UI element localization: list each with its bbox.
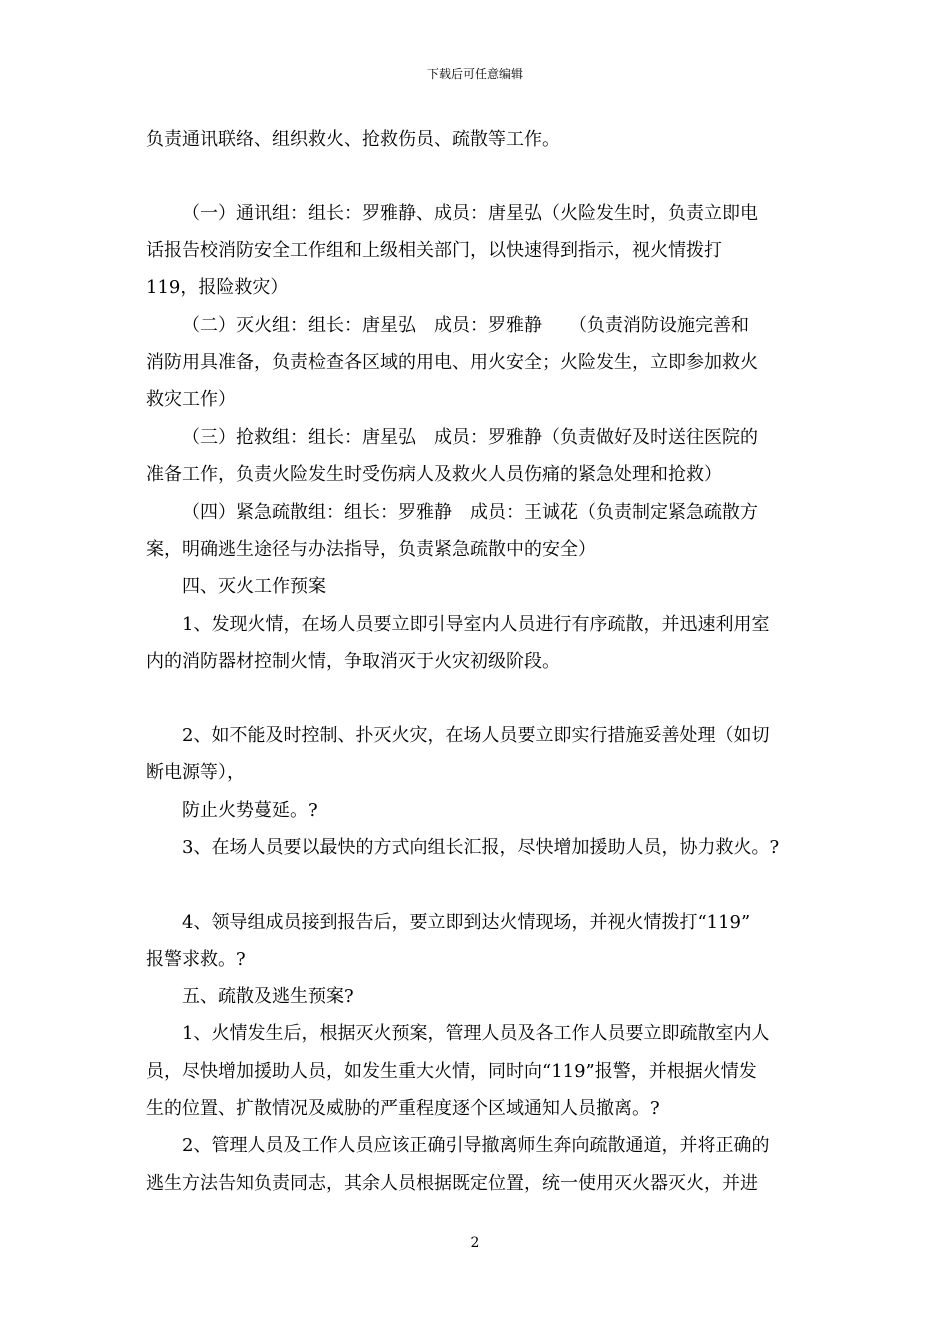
body-line: （一）通讯组：组长：罗雅静、成员：唐星弘（火险发生时，负责立即电 [182,203,758,224]
body-line: （三）抢救组：组长：唐星弘 成员：罗雅静（负责做好及时送往医院的 [182,427,758,448]
body-line: 防止火势蔓延。? [182,800,318,821]
body-line: 1、火情发生后，根据灭火预案，管理人员及各工作人员要立即疏散室内人 [182,1023,770,1044]
body-line: 员，尽快增加援助人员，如发生重大火情，同时向“119”报警，并根据火情发 [146,1061,757,1082]
body-line: （四）紧急疏散组：组长：罗雅静 成员：王诚花（负责制定紧急疏散方 [182,502,758,523]
body-line: 119，报险救灾） [146,277,289,298]
body-line: 逃生方法告知负责同志，其余人员根据既定位置，统一使用灭火器灭火，并进 [146,1173,758,1194]
body-line: （二）灭火组：组长：唐星弘 成员：罗雅静 （负责消防设施完善和 [182,315,749,336]
body-line: 案，明确逃生途径与办法指导，负责紧急疏散中的安全） [146,539,596,560]
body-line: 2、如不能及时控制、扑灭火灾，在场人员要立即实行措施妥善处理（如切 [182,725,770,746]
body-line: 断电源等）， [146,762,245,783]
body-line: 话报告校消防安全工作组和上级相关部门，以快速得到指示，视火情拨打 [146,240,722,261]
body-line: 2、管理人员及工作人员应该正确引导撤离师生奔向疏散通道，并将正确的 [182,1135,770,1156]
page-header: 下载后可任意编辑 [426,67,523,81]
body-line: 1、发现火情，在场人员要立即引导室内人员进行有序疏散，并迅速利用室 [182,614,770,635]
page-number: 2 [470,1235,480,1251]
section-heading: 五、疏散及逃生预案? [182,986,354,1007]
body-line: 救灾工作） [146,389,236,410]
body-line: 负责通讯联络、组织救火、抢救伤员、疏散等工作。 [146,129,560,150]
body-line: 生的位置、扩散情况及威胁的严重程度逐个区域通知人员撤离。? [146,1098,660,1119]
body-line: 内的消防器材控制火情，争取消灭于火灾初级阶段。 [146,651,560,672]
section-heading: 四、灭火工作预案 [182,576,326,597]
body-line: 报警求救。? [146,949,246,970]
body-line: 准备工作，负责火险发生时受伤病人及救火人员伤痛的紧急处理和抢救） [146,464,722,485]
body-line: 4、领导组成员接到报告后，要立即到达火情现场，并视火情拨打“119” [182,912,751,933]
body-line: 消防用具准备，负责检查各区域的用电、用火安全；火险发生，立即参加救火 [146,352,758,373]
body-line: 3、在场人员要以最快的方式向组长汇报，尽快增加援助人员，协力救火。? [182,837,780,858]
